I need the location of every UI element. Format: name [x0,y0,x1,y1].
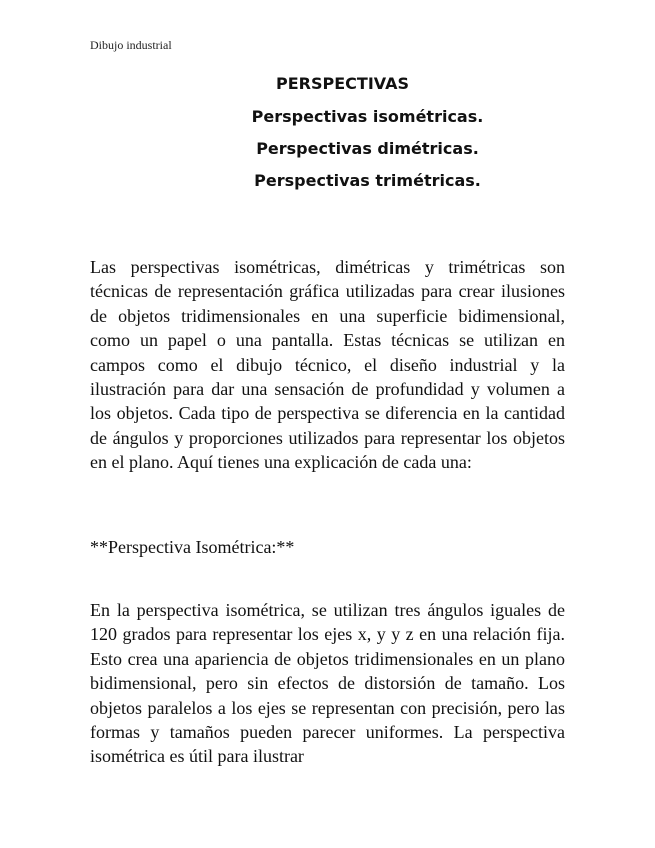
title-block [0,74,655,203]
subtitle-trimetric: Perspectivas trimétricas. [254,171,481,190]
subtitle-dimetric: Perspectivas dimétricas. [256,139,479,158]
isometric-paragraph: En la perspectiva isométrica, se utilizan tres ángulos iguales de 120 grados para representar los ejes x, y y z en una relación fija. Esto crea una apariencia de objetos tridimensionales en un plano bidimensional, pero sin efectos de distorsión de tamaño. Los objetos paralelos a los ejes se representan con precisión, pero las formas y tamaños pueden parecer uniformes. La perspectiva isométrica es útil para ilustrar [90,600,565,767]
running-header: Dibujo industrial [90,38,172,52]
intro-paragraph: Las perspectivas isométricas, dimétricas y trimétricas son técnicas de representación gráfica utilizadas para crear ilusiones de objetos tridimensionales en una superficie bidimensional, como un papel o una pantalla. Estas técnicas se utilizan en campos como el dibujo técnico, el diseño industrial y la ilustración para dar una sensación de profundidad y volumen a los objetos. Cada tipo de perspectiva se diferencia en la cantidad de ángulos y proporciones utilizados para representar los objetos en el plano. Aquí tienes una explicación de cada una: [90,257,565,473]
section-heading-isometric: **Perspectiva Isométrica:** [90,537,295,557]
subtitle-isometric: Perspectivas isométricas. [251,107,484,126]
main-title: PERSPECTIVAS [276,74,409,93]
